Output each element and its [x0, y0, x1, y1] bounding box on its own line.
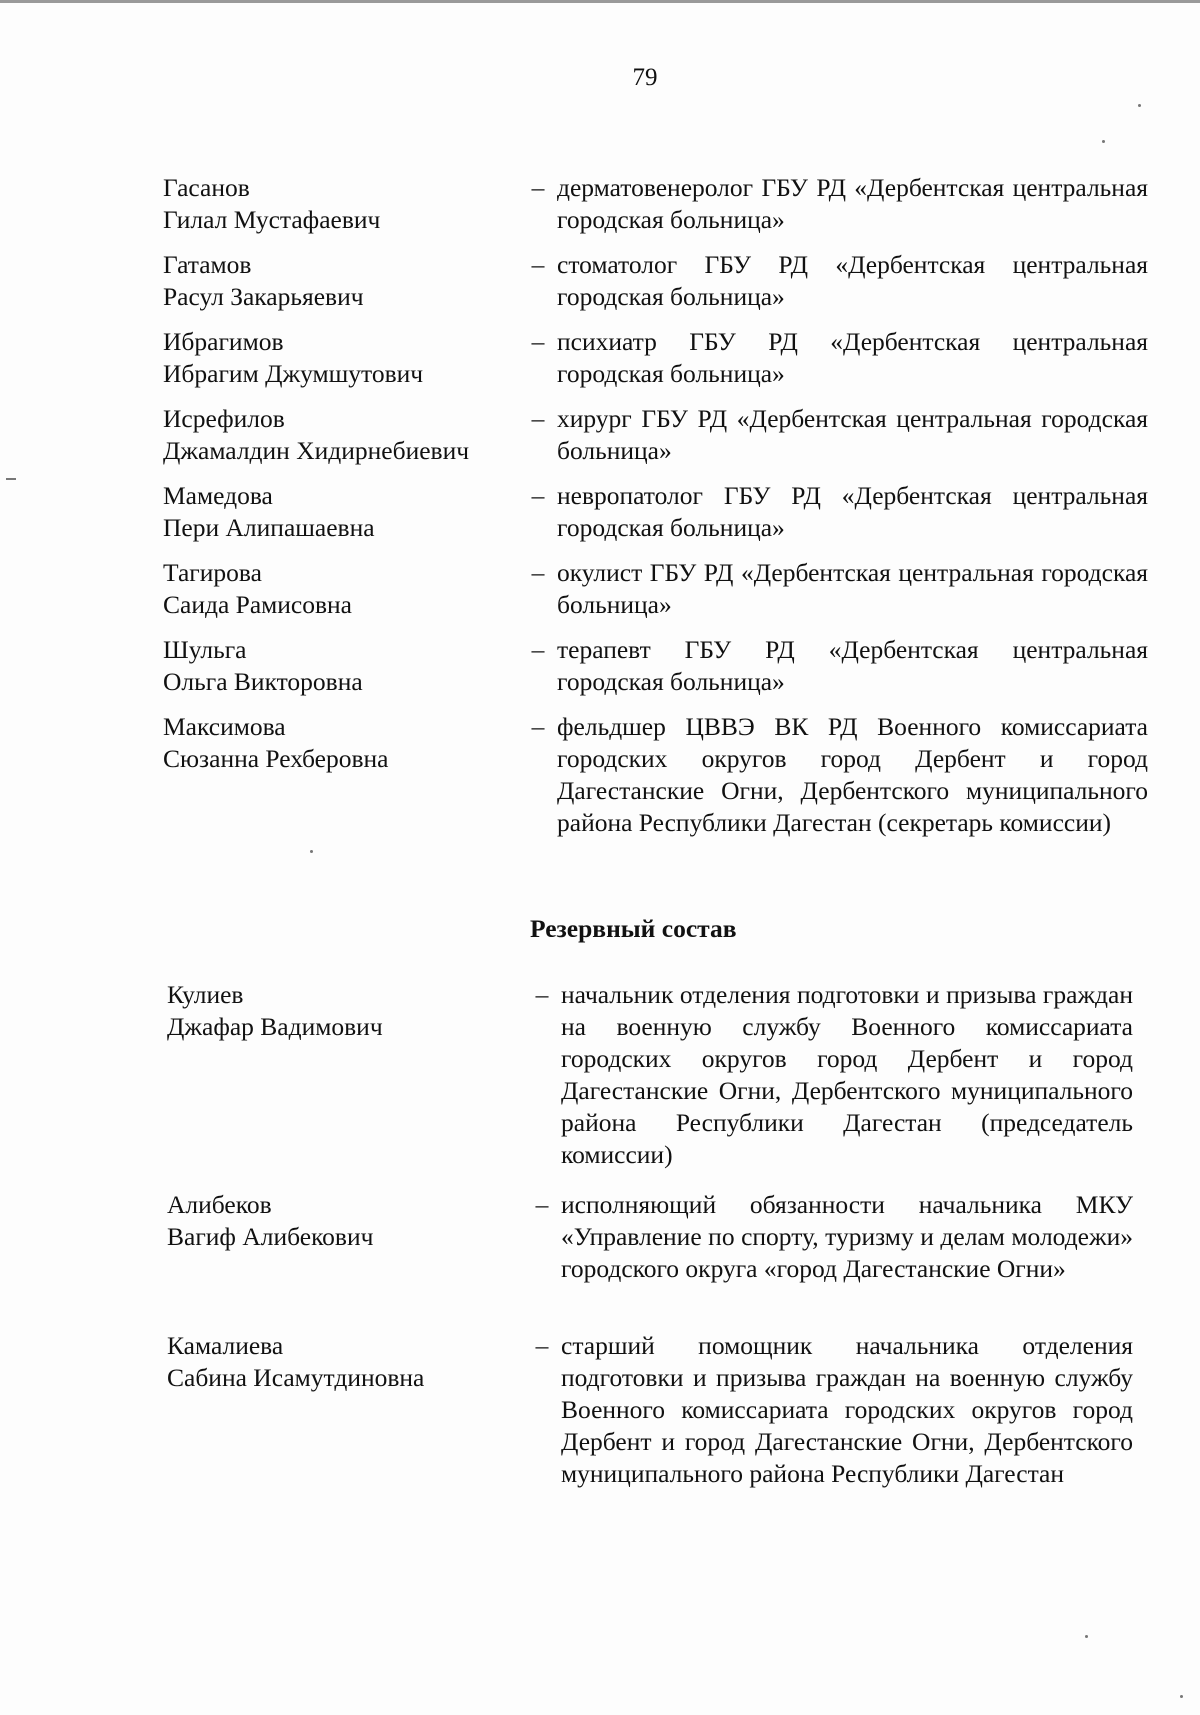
scan-speck [6, 478, 16, 480]
member-given-name: Джафар Вадимович [167, 1012, 383, 1041]
member-surname: Тагирова [163, 558, 262, 587]
member-name [163, 711, 523, 775]
dash-separator: – [535, 980, 549, 1009]
member-surname: Гатамов [163, 250, 252, 279]
member-name [167, 1189, 527, 1253]
member-surname: Кулиев [167, 980, 244, 1009]
member-given-name: Сюзанна Рехберовна [163, 744, 389, 773]
dash-separator: – [535, 1331, 549, 1360]
member-surname: Камалиева [167, 1331, 284, 1360]
member-given-name: Гилал Мустафаевич [163, 205, 381, 234]
member-role: стоматолог ГБУ РД «Дербентская центральная городская больница» [557, 250, 1148, 311]
scan-speck [1180, 1695, 1183, 1698]
member-surname: Ибрагимов [163, 327, 284, 356]
member-entry [163, 326, 1148, 390]
scan-speck [1138, 104, 1141, 107]
main-members-list [163, 172, 1148, 852]
member-role: окулист ГБУ РД «Дербентская центральная городская больница» [557, 558, 1148, 619]
dash-separator: – [535, 1190, 549, 1219]
member-surname: Максимова [163, 712, 286, 741]
dash-separator: – [531, 404, 545, 433]
member-given-name: Сабина Исамутдиновна [167, 1363, 425, 1392]
dash-separator: – [531, 327, 545, 356]
reserve-section-title: Резервный состав [530, 914, 737, 943]
member-name [163, 172, 523, 236]
member-role: хирург ГБУ РД «Дербентская центральная городская больница» [557, 404, 1148, 465]
member-name [167, 979, 527, 1043]
member-role: невропатолог ГБУ РД «Дербентская центральная городская больница» [557, 481, 1148, 542]
dash-separator: – [531, 481, 545, 510]
reserve-members-list [167, 979, 1133, 1490]
member-given-name: Вагиф Алибекович [167, 1222, 374, 1251]
dash-separator: – [531, 558, 545, 587]
member-role: фельдшер ЦВВЭ ВК РД Военного комиссариата городских округов город Дербент и город Дагестанские Огни, Дербентского муниципального района Республики Дагестан (секретарь комиссии) [557, 712, 1148, 837]
scan-speck [310, 850, 313, 853]
member-surname: Мамедова [163, 481, 273, 510]
member-name [163, 249, 523, 313]
member-entry [163, 172, 1148, 236]
reserve-member-entry [167, 1330, 1133, 1490]
dash-separator: – [531, 712, 545, 741]
dash-separator: – [531, 250, 545, 279]
member-name [163, 557, 523, 621]
scan-speck [1085, 1635, 1088, 1638]
member-given-name: Пери Алипашаевна [163, 513, 375, 542]
member-entry [163, 557, 1148, 621]
member-given-name: Расул Закарьяевич [163, 282, 364, 311]
member-role: терапевт ГБУ РД «Дербентская центральная городская больница» [557, 635, 1148, 696]
reserve-member-entry [167, 979, 1133, 1189]
member-surname: Шульга [163, 635, 247, 664]
page-number: 79 [632, 64, 658, 91]
member-given-name: Джамалдин Хидирнебиевич [163, 436, 470, 465]
member-name [167, 1330, 527, 1394]
member-surname: Исрефилов [163, 404, 285, 433]
member-entry [163, 711, 1148, 839]
member-name [163, 403, 523, 467]
scan-speck [1102, 140, 1105, 143]
member-role: дерматовенеролог ГБУ РД «Дербентская центральная городская больница» [557, 173, 1148, 234]
member-given-name: Ибрагим Джумшутович [163, 359, 424, 388]
dash-separator: – [531, 635, 545, 664]
member-given-name: Саида Рамисовна [163, 590, 352, 619]
member-surname: Алибеков [167, 1190, 272, 1219]
member-given-name: Ольга Викторовна [163, 667, 363, 696]
member-entry [163, 480, 1148, 544]
scan-top-edge [0, 0, 1200, 3]
member-entry [163, 249, 1148, 313]
member-role: старший помощник начальника отделения подготовки и призыва граждан на военную службу Военного комиссариата городских округов город Дербент и город Дагестанские Огни, Дербентского муниципального района Республики Дагестан [561, 1331, 1133, 1488]
member-entry [163, 403, 1148, 467]
member-name [163, 326, 523, 390]
member-name [163, 480, 523, 544]
member-role: психиатр ГБУ РД «Дербентская центральная городская больница» [557, 327, 1148, 388]
dash-separator: – [531, 173, 545, 202]
member-role: начальник отделения подготовки и призыва граждан на военную службу Военного комиссариата городских округов город Дербент и город Дагестанские Огни, Дербентского муниципального района Республики Дагестан (председатель комиссии) [561, 980, 1133, 1169]
member-surname: Гасанов [163, 173, 250, 202]
reserve-member-entry [167, 1189, 1133, 1330]
member-role: исполняющий обязанности начальника МКУ «Управление по спорту, туризму и делам молодежи» городского округа «город Дагестанские Огни» [561, 1190, 1133, 1283]
member-name [163, 634, 523, 698]
member-entry [163, 634, 1148, 698]
